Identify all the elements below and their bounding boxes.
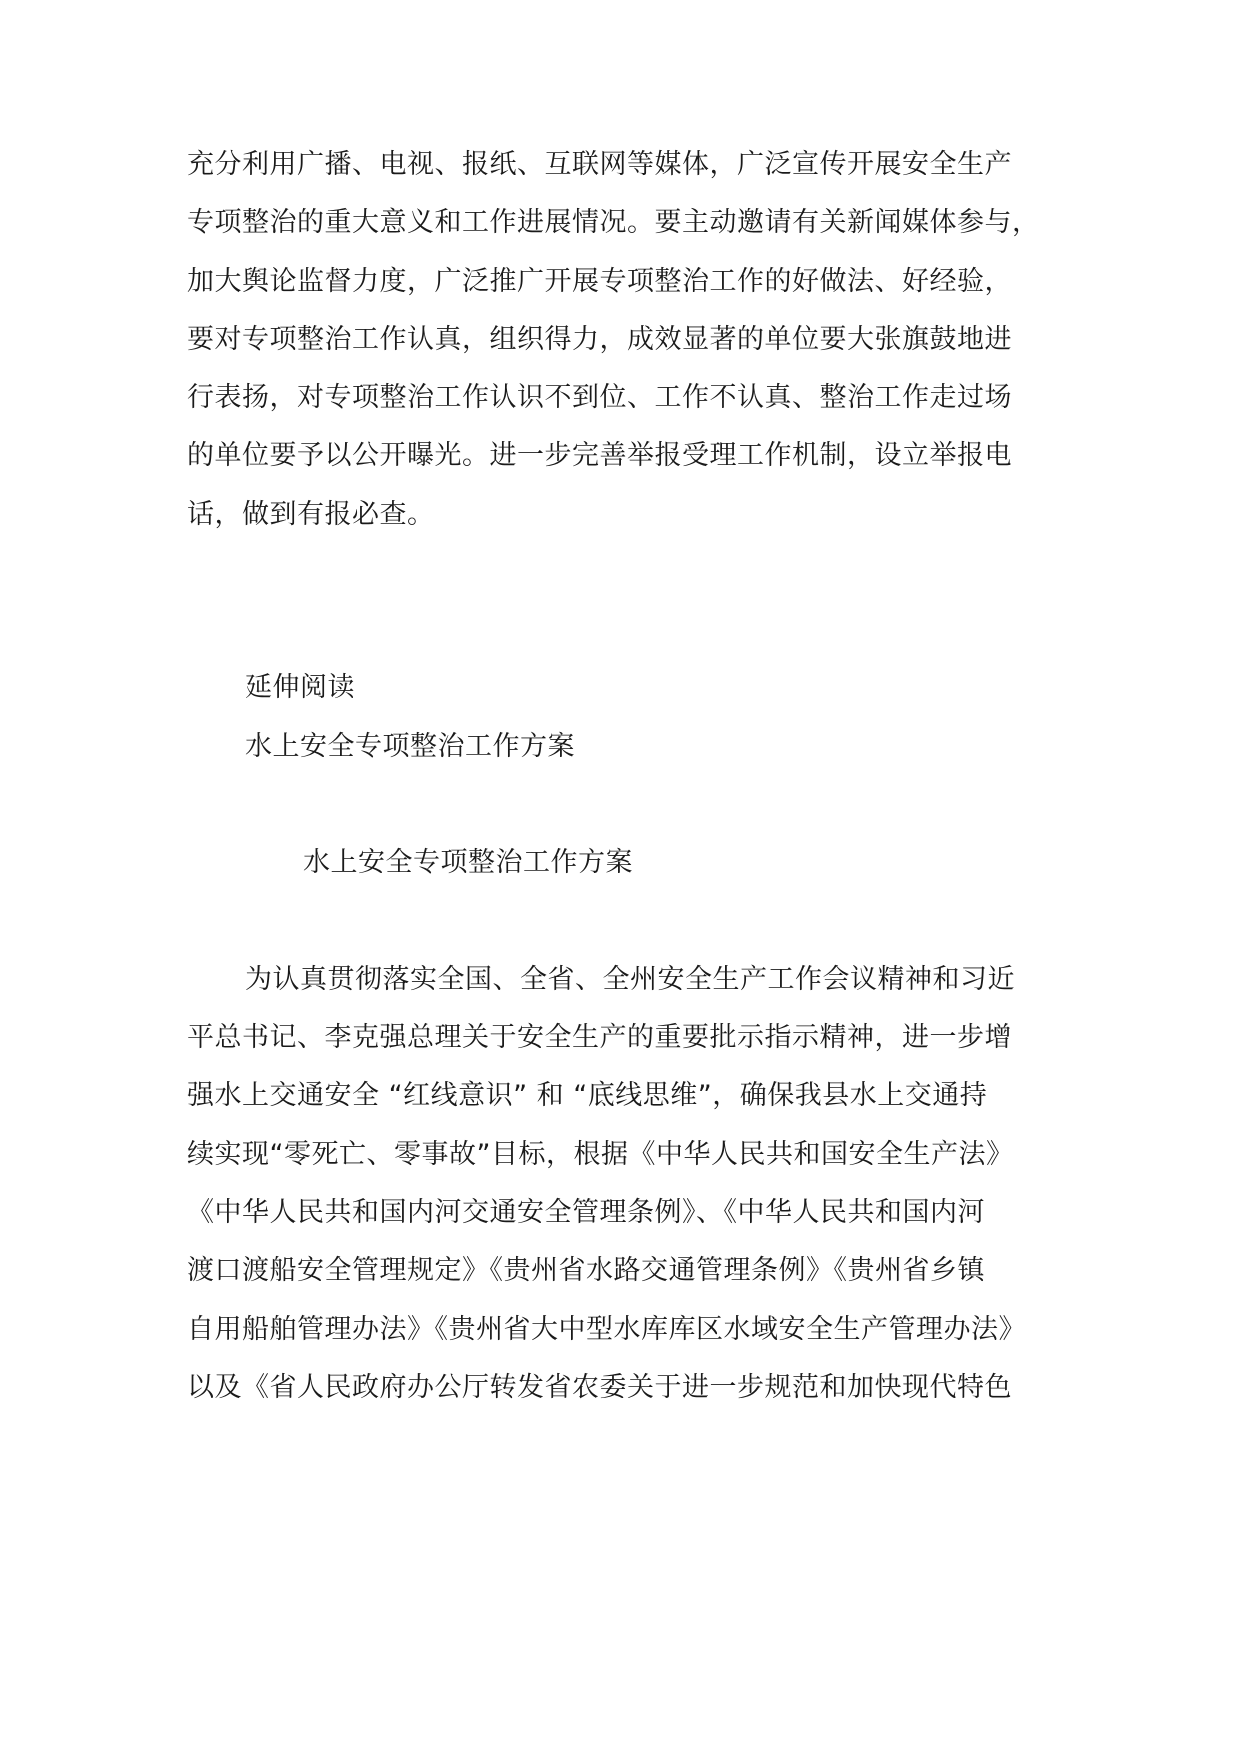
paragraph-1-line: 要对专项整治工作认真，组织得力，成效显著的单位要大张旗鼓地进 <box>187 324 1012 355</box>
paragraph-2-line: 自用船舶管理办法》《贵州省大中型水库库区水域安全生产管理办法》 <box>187 1314 1026 1345</box>
paragraph-1-line: 行表扬，对专项整治工作认识不到位、工作不认真、整治工作走过场 <box>187 382 1012 413</box>
article-title: 水上安全专项整治工作方案 <box>303 847 633 878</box>
extended-reading-title: 水上安全专项整治工作方案 <box>245 731 575 762</box>
paragraph-1-line: 专项整治的重大意义和工作进展情况。要主动邀请有关新闻媒体参与， <box>187 207 1040 238</box>
paragraph-2-line: 《中华人民共和国内河交通安全管理条例》、《中华人民共和国内河 <box>187 1197 985 1228</box>
paragraph-2-line: 渡口渡船安全管理规定》《贵州省水路交通管理条例》《贵州省乡镇 <box>187 1255 985 1286</box>
paragraph-1-line: 话，做到有报必查。 <box>187 499 435 530</box>
paragraph-1-line: 加大舆论监督力度，广泛推广开展专项整治工作的好做法、好经验， <box>187 266 1012 297</box>
paragraph-1-line: 的单位要予以公开曝光。进一步完善举报受理工作机制，设立举报电 <box>187 440 1012 471</box>
paragraph-2-line: 续实现“零死亡、零事故”目标，根据《中华人民共和国安全生产法》 <box>187 1139 1014 1170</box>
paragraph-2-line: 强水上交通安全 “红线意识” 和 “底线思维”，确保我县水上交通持 <box>187 1080 988 1111</box>
paragraph-2-line: 平总书记、李克强总理关于安全生产的重要批示指示精神，进一步增 <box>187 1022 1012 1053</box>
paragraph-1-line: 充分利用广播、电视、报纸、互联网等媒体，广泛宣传开展安全生产 <box>187 149 1012 180</box>
extended-reading-label: 延伸阅读 <box>245 672 355 703</box>
paragraph-2-line: 以及《省人民政府办公厅转发省农委关于进一步规范和加快现代特色 <box>187 1372 1012 1403</box>
paragraph-2-line: 为认真贯彻落实全国、全省、全州安全生产工作会议精神和习近 <box>245 964 1015 995</box>
